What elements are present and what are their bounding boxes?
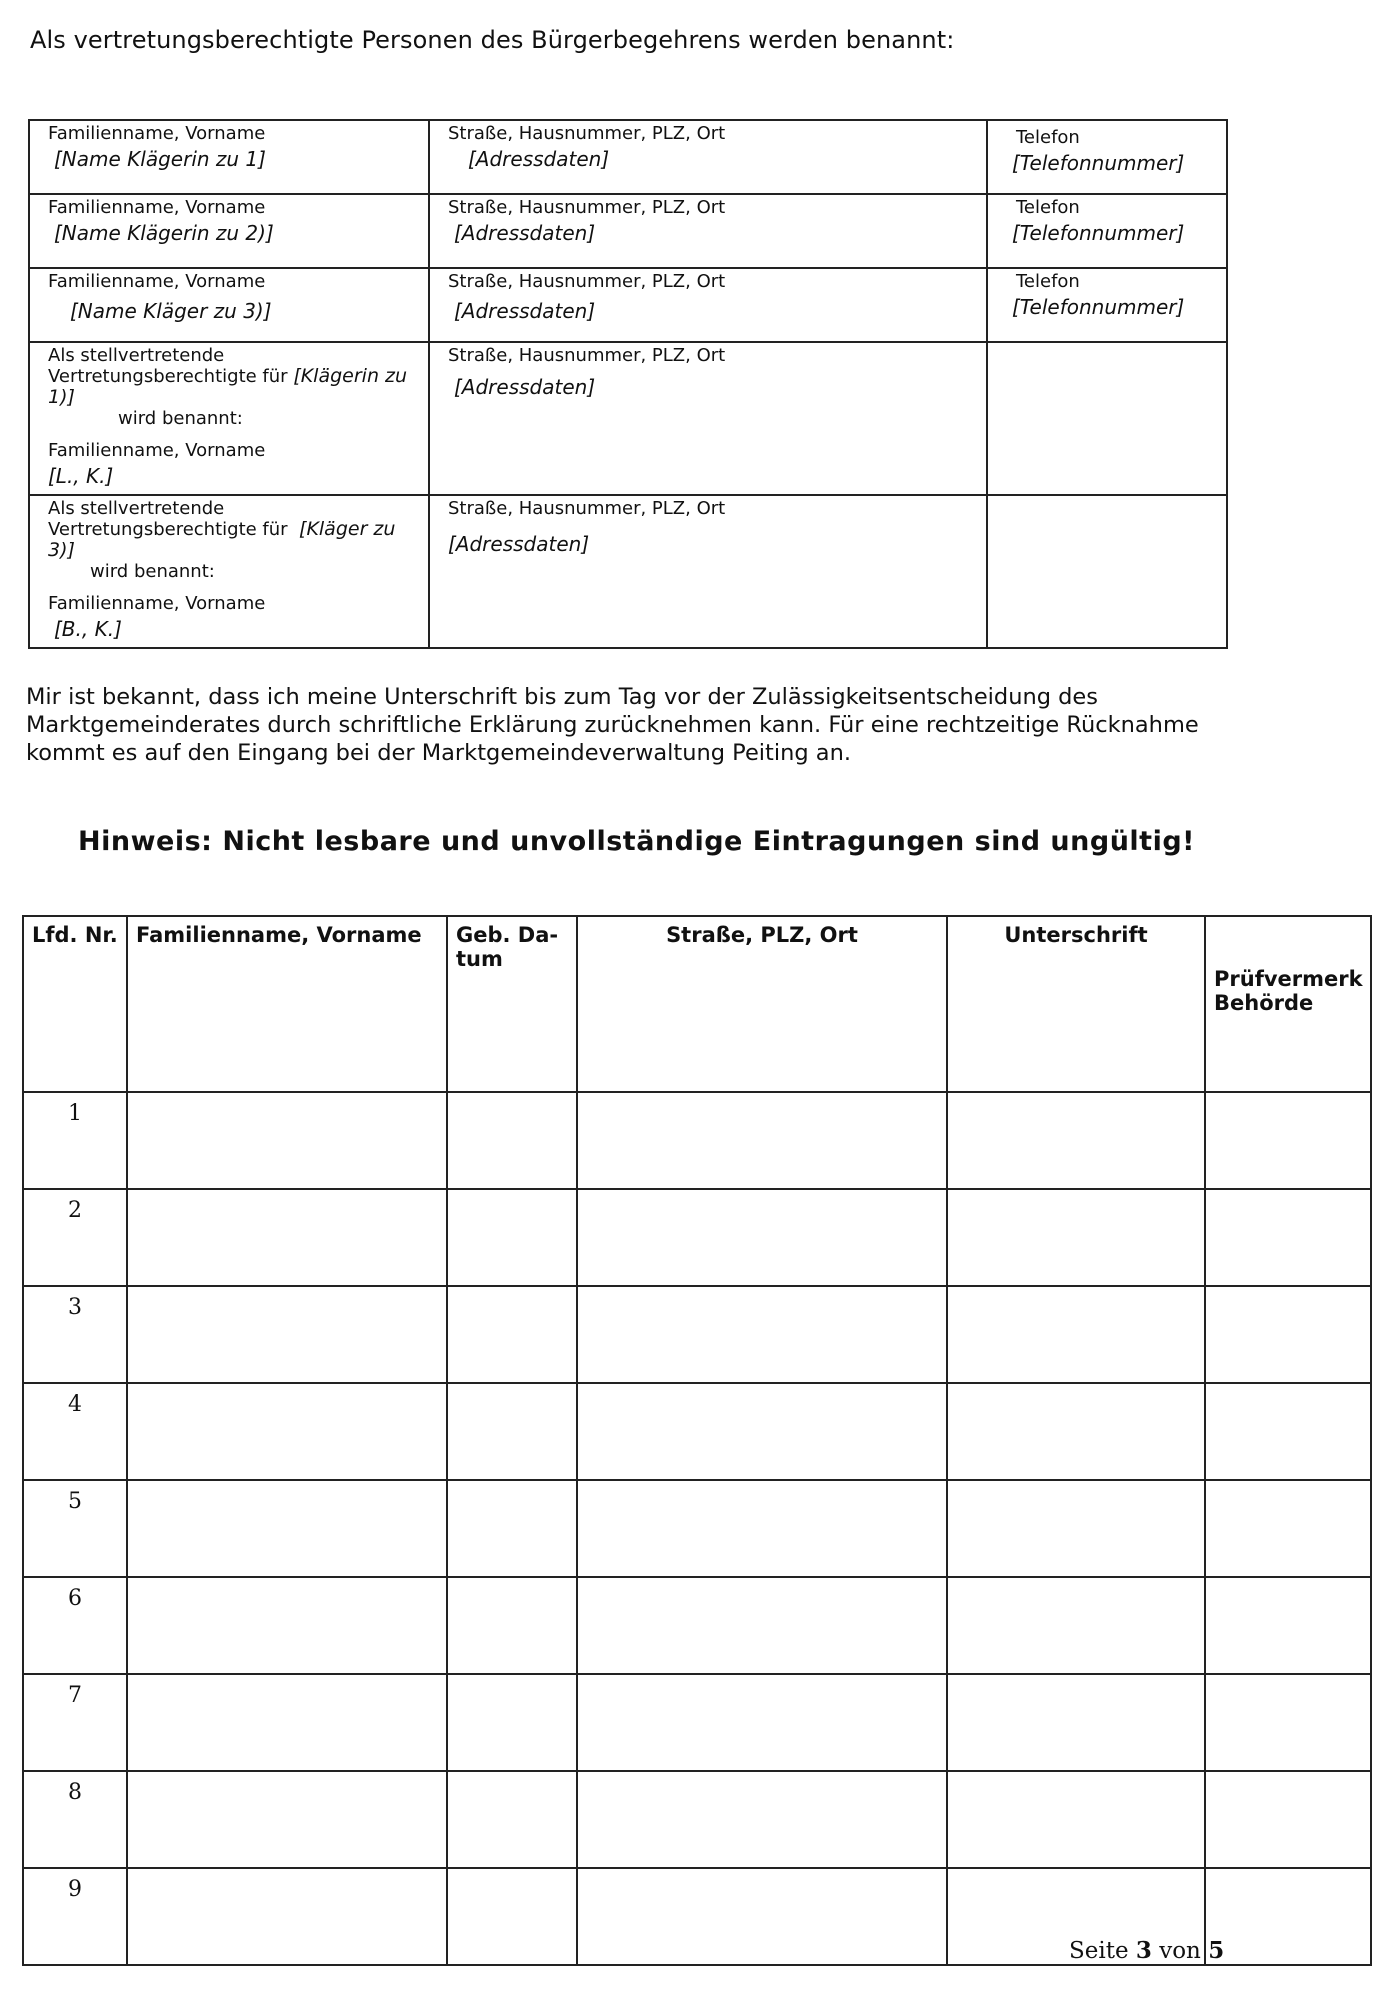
name-entry-cell[interactable] <box>127 1383 447 1480</box>
address-value: [Adressdaten] <box>448 532 590 556</box>
signature-entry-cell[interactable] <box>947 1286 1205 1383</box>
deputy-name-value: [B., K.] <box>54 617 122 641</box>
signature-row <box>23 1092 1371 1189</box>
row-number: 9 <box>23 1868 127 1965</box>
check-entry-cell[interactable] <box>1205 1868 1371 1965</box>
phone-value: [Telefonnummer] <box>1012 295 1185 319</box>
row-number: 1 <box>23 1092 127 1189</box>
row-number: 3 <box>23 1286 127 1383</box>
name-cell[interactable] <box>29 194 429 268</box>
deputy-line3: wird benannt: <box>118 408 243 429</box>
phone-cell[interactable] <box>987 495 1227 648</box>
signature-row <box>23 1383 1371 1480</box>
hint-heading: Hinweis: Nicht lesbare und unvollständige Eintragungen sind ungültig! <box>78 826 1195 857</box>
address-entry-cell[interactable] <box>577 1092 947 1189</box>
row-number: 4 <box>23 1383 127 1480</box>
deputy-row <box>29 495 1227 648</box>
signature-row <box>23 1577 1371 1674</box>
deputy-name-cell[interactable] <box>29 342 429 495</box>
header-name: Familienname, Vorname <box>127 916 447 1092</box>
name-entry-cell[interactable] <box>127 1286 447 1383</box>
address-cell[interactable] <box>429 194 987 268</box>
dob-entry-cell[interactable] <box>447 1383 577 1480</box>
name-label: Familienname, Vorname <box>48 271 266 292</box>
check-entry-cell[interactable] <box>1205 1189 1371 1286</box>
signature-row <box>23 1286 1371 1383</box>
page-footer <box>1069 1937 1224 1964</box>
address-entry-cell[interactable] <box>577 1480 947 1577</box>
phone-label: Telefon <box>1016 271 1080 292</box>
representative-row <box>29 268 1227 342</box>
signature-row <box>23 1189 1371 1286</box>
dob-entry-cell[interactable] <box>447 1092 577 1189</box>
name-entry-cell[interactable] <box>127 1868 447 1965</box>
signature-entry-cell[interactable] <box>947 1383 1205 1480</box>
signature-row <box>23 1771 1371 1868</box>
name-label: Familienname, Vorname <box>48 197 266 218</box>
address-cell[interactable] <box>429 495 987 648</box>
address-value: [Adressdaten] <box>468 147 610 171</box>
dob-entry-cell[interactable] <box>447 1577 577 1674</box>
name-entry-cell[interactable] <box>127 1189 447 1286</box>
signature-row <box>23 1480 1371 1577</box>
phone-label: Telefon <box>1016 197 1080 218</box>
address-entry-cell[interactable] <box>577 1383 947 1480</box>
row-number: 7 <box>23 1674 127 1771</box>
address-cell[interactable] <box>429 268 987 342</box>
name-label: Familienname, Vorname <box>48 123 266 144</box>
signature-entry-cell[interactable] <box>947 1771 1205 1868</box>
row-number: 2 <box>23 1189 127 1286</box>
footer-von: von <box>1159 1938 1201 1964</box>
deputy-line1: Als stellvertretende <box>48 498 225 519</box>
check-entry-cell[interactable] <box>1205 1674 1371 1771</box>
representatives-table <box>28 119 1228 649</box>
check-entry-cell[interactable] <box>1205 1383 1371 1480</box>
phone-cell[interactable] <box>987 120 1227 194</box>
footer-total-pages: 5 <box>1208 1937 1225 1964</box>
deputy-for: [Klägerin zu 1)] <box>48 365 408 408</box>
name-label: Familienname, Vorname <box>48 593 266 614</box>
header-check: Prüfvermerk Behörde <box>1205 916 1371 1092</box>
row-number: 6 <box>23 1577 127 1674</box>
header-lfd-nr: Lfd. Nr. <box>23 916 127 1092</box>
address-value: [Adressdaten] <box>454 221 596 245</box>
dob-entry-cell[interactable] <box>447 1480 577 1577</box>
phone-cell[interactable] <box>987 342 1227 495</box>
name-label: Familienname, Vorname <box>48 440 266 461</box>
row-number: 8 <box>23 1771 127 1868</box>
name-value: [Name Klägerin zu 2)] <box>54 221 274 245</box>
row-number: 5 <box>23 1480 127 1577</box>
address-label: Straße, Hausnummer, PLZ, Ort <box>448 345 726 366</box>
signature-entry-cell[interactable] <box>947 1674 1205 1771</box>
header-signature: Unterschrift <box>947 916 1205 1092</box>
signature-table <box>22 915 1372 1966</box>
dob-entry-cell[interactable] <box>447 1868 577 1965</box>
name-entry-cell[interactable] <box>127 1480 447 1577</box>
address-label: Straße, Hausnummer, PLZ, Ort <box>448 271 726 292</box>
signature-entry-cell[interactable] <box>947 1577 1205 1674</box>
signature-entry-cell[interactable] <box>947 1189 1205 1286</box>
dob-entry-cell[interactable] <box>447 1286 577 1383</box>
name-cell[interactable] <box>29 268 429 342</box>
address-cell[interactable] <box>429 342 987 495</box>
address-entry-cell[interactable] <box>577 1286 947 1383</box>
check-entry-cell[interactable] <box>1205 1480 1371 1577</box>
signature-row <box>23 1674 1371 1771</box>
address-entry-cell[interactable] <box>577 1577 947 1674</box>
name-cell[interactable] <box>29 120 429 194</box>
address-cell[interactable] <box>429 120 987 194</box>
check-entry-cell[interactable] <box>1205 1092 1371 1189</box>
deputy-name-cell[interactable] <box>29 495 429 648</box>
footer-seite: Seite <box>1069 1938 1129 1964</box>
representative-row <box>29 120 1227 194</box>
deputy-for: [Kläger zu 3)] <box>48 518 396 561</box>
dob-entry-cell[interactable] <box>447 1771 577 1868</box>
name-entry-cell[interactable] <box>127 1674 447 1771</box>
address-entry-cell[interactable] <box>577 1868 947 1965</box>
representative-row <box>29 194 1227 268</box>
header-dob: Geb. Da- tum <box>447 916 577 1092</box>
name-entry-cell[interactable] <box>127 1771 447 1868</box>
phone-label: Telefon <box>1016 127 1080 148</box>
deputy-name-value: [L., K.] <box>48 464 114 488</box>
phone-value: [Telefonnummer] <box>1012 151 1185 175</box>
address-entry-cell[interactable] <box>577 1771 947 1868</box>
address-label: Straße, Hausnummer, PLZ, Ort <box>448 123 726 144</box>
address-label: Straße, Hausnummer, PLZ, Ort <box>448 197 726 218</box>
phone-value: [Telefonnummer] <box>1012 221 1185 245</box>
name-entry-cell[interactable] <box>127 1092 447 1189</box>
deputy-line3: wird benannt: <box>90 561 215 582</box>
name-value: [Name Kläger zu 3)] <box>70 299 272 323</box>
check-entry-cell[interactable] <box>1205 1577 1371 1674</box>
address-value: [Adressdaten] <box>454 375 596 399</box>
address-entry-cell[interactable] <box>577 1189 947 1286</box>
deputy-line1: Als stellvertretende <box>48 345 225 366</box>
phone-cell[interactable] <box>987 268 1227 342</box>
header-address: Straße, PLZ, Ort <box>577 916 947 1092</box>
check-entry-cell[interactable] <box>1205 1771 1371 1868</box>
deputy-line2: Vertretungsberechtigte für <box>48 366 288 387</box>
phone-cell[interactable] <box>987 194 1227 268</box>
dob-entry-cell[interactable] <box>447 1674 577 1771</box>
dob-entry-cell[interactable] <box>447 1189 577 1286</box>
signature-entry-cell[interactable] <box>947 1480 1205 1577</box>
name-value: [Name Klägerin zu 1] <box>54 147 266 171</box>
address-entry-cell[interactable] <box>577 1674 947 1771</box>
check-entry-cell[interactable] <box>1205 1286 1371 1383</box>
name-entry-cell[interactable] <box>127 1577 447 1674</box>
address-label: Straße, Hausnummer, PLZ, Ort <box>448 498 726 519</box>
address-value: [Adressdaten] <box>454 299 596 323</box>
intro-text: Als vertretungsberechtigte Personen des Bürgerbegehrens werden benannt: <box>30 26 955 54</box>
footer-page-number: 3 <box>1135 1937 1152 1964</box>
deputy-line2: Vertretungsberechtigte für <box>48 519 288 540</box>
signature-entry-cell[interactable] <box>947 1092 1205 1189</box>
withdrawal-notice: Mir ist bekannt, dass ich meine Unterschrift bis zum Tag vor der Zulässigkeitsentscheidung des Marktgemeinderates durch schriftliche Erklärung zurücknehmen kann. Für eine rechtzeitige Rücknahme kommt es auf den Eingang bei der Marktgemeindeverwaltung Peiting an. <box>26 684 1199 766</box>
signature-table-header <box>23 916 1371 1092</box>
deputy-row <box>29 342 1227 495</box>
